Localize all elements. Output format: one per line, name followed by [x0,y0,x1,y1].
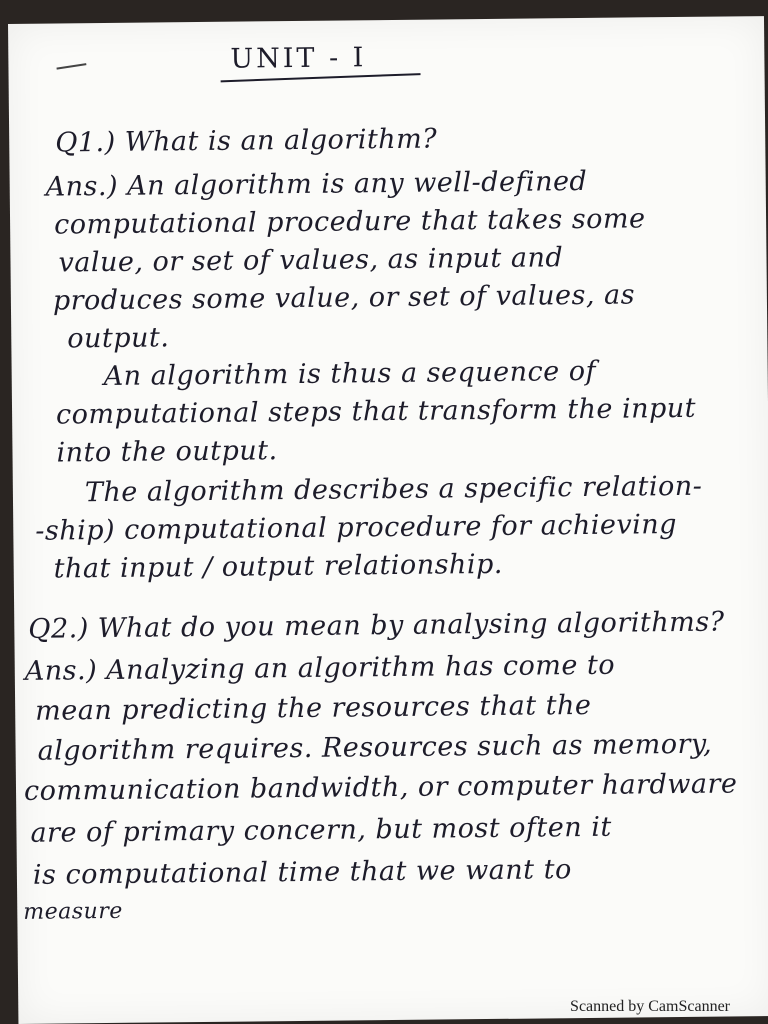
answer-2-line: algorithm requires. Resources such as memory, [37,728,713,767]
answer-2-line: measure [23,898,123,925]
answer-1-line: into the output. [56,435,278,469]
answer-1-line: produces some value, or set of values, as [52,279,636,317]
answer-1-line: The algorithm describes a specific relation- [84,470,703,509]
answer-1-line: -ship) computational procedure for achieving [35,509,678,547]
answer-1-line: An algorithm is thus a sequence of [103,355,597,393]
answer-2-line: are of primary concern, but most often it [30,811,612,849]
answer-1-line: computational procedure that takes some [53,203,646,241]
answer-1-line: Ans.) An algorithm is any well-defined [45,165,588,203]
answer-2-line: Ans.) Analyzing an algorithm has come to [24,649,616,687]
answer-1-line: computational steps that transform the input [55,392,697,431]
question-1: Q1.) What is an algorithm? [55,123,438,159]
scanned-page [8,16,768,1024]
answer-1-line: that input / output relationship. [53,548,504,585]
answer-1-line: output. [67,322,170,355]
scanner-watermark: Scanned by CamScanner [570,998,730,1015]
question-2: Q2.) What do you mean by analysing algorithms? [28,606,725,645]
answer-2-line: mean predicting the resources that the [35,689,592,727]
page-title: UNIT - I [230,42,367,75]
pen-mark [56,63,86,69]
answer-2-line: communication bandwidth, or computer hardware [23,768,738,807]
answer-1-line: value, or set of values, as input and [58,242,564,279]
answer-2-line: is computational time that we want to [32,854,572,891]
